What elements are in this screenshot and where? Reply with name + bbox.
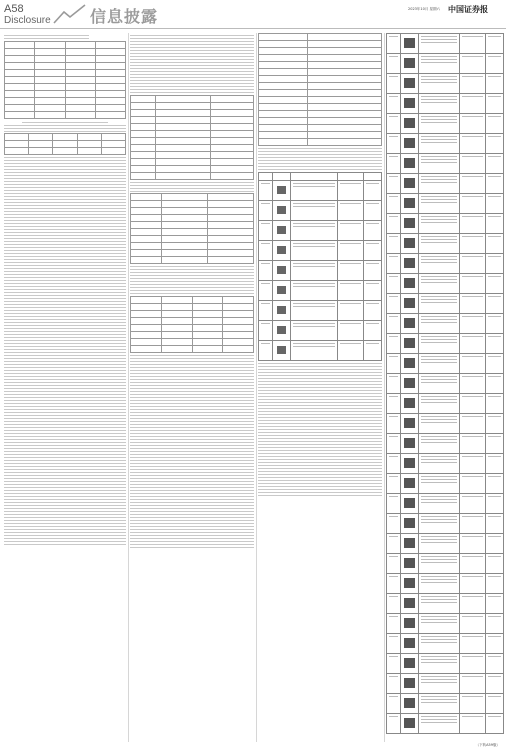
data-table xyxy=(4,133,126,155)
trademark-logo-icon xyxy=(277,286,286,294)
trademark-logo-icon xyxy=(404,218,415,228)
trademark-logo-icon xyxy=(404,258,415,268)
trademark-logo-icon xyxy=(404,118,415,128)
page-header xyxy=(0,0,506,29)
trademark-logo-icon xyxy=(404,418,415,428)
trademark-logo-icon xyxy=(404,238,415,248)
body-text xyxy=(4,157,126,545)
trademark-logo-icon xyxy=(277,186,286,194)
trademark-logo-icon xyxy=(404,98,415,108)
trademark-logo-icon xyxy=(404,298,415,308)
column-divider xyxy=(384,33,385,742)
trademark-logo-icon xyxy=(404,518,415,528)
trademark-logo-icon xyxy=(404,538,415,548)
trademark-logo-icon xyxy=(404,38,415,48)
text-block xyxy=(4,35,126,39)
trademark-table xyxy=(386,33,504,734)
trademark-logo-icon xyxy=(277,326,286,334)
trademark-logo-icon xyxy=(404,558,415,568)
column-divider xyxy=(256,33,257,742)
trademark-logo-icon xyxy=(404,458,415,468)
summary-table xyxy=(4,41,126,119)
trademark-table xyxy=(258,172,382,361)
continued-note: （下转A59版） xyxy=(475,743,500,747)
trademark-logo-icon xyxy=(404,198,415,208)
chart-zigzag-icon xyxy=(52,3,88,25)
page-number: A58 xyxy=(4,3,24,15)
column-3 xyxy=(258,33,382,742)
trademark-logo-icon xyxy=(277,246,286,254)
info-table xyxy=(258,33,382,146)
trademark-logo-icon xyxy=(404,318,415,328)
body-text xyxy=(258,363,382,496)
trademark-logo-icon xyxy=(404,338,415,348)
trademark-logo-icon xyxy=(404,638,415,648)
trademark-logo-icon xyxy=(277,306,286,314)
trademark-logo-icon xyxy=(277,346,286,354)
trademark-logo-icon xyxy=(404,658,415,668)
column-2 xyxy=(130,33,254,742)
trademark-logo-icon xyxy=(404,618,415,628)
newspaper-logo: 中国证券报 xyxy=(448,4,488,14)
trademark-logo-icon xyxy=(404,58,415,68)
text-block xyxy=(4,125,126,132)
trademark-logo-icon xyxy=(404,378,415,388)
section-heading xyxy=(4,122,126,123)
column-divider xyxy=(128,33,129,742)
trademark-logo-icon xyxy=(404,138,415,148)
body-text xyxy=(130,35,254,93)
trademark-logo-icon xyxy=(277,226,286,234)
contact-table xyxy=(130,296,254,353)
trademark-logo-icon xyxy=(404,178,415,188)
trademark-logo-icon xyxy=(404,398,415,408)
trademark-logo-icon xyxy=(404,78,415,88)
section-name-en: Disclosure xyxy=(4,15,51,26)
contact-table xyxy=(130,95,254,180)
trademark-logo-icon xyxy=(404,698,415,708)
trademark-logo-icon xyxy=(404,578,415,588)
body-text xyxy=(130,182,254,192)
column-1 xyxy=(4,33,126,742)
trademark-logo-icon xyxy=(404,438,415,448)
trademark-logo-icon xyxy=(404,598,415,608)
trademark-logo-icon xyxy=(404,678,415,688)
body-text xyxy=(130,355,254,548)
trademark-logo-icon xyxy=(404,158,415,168)
trademark-logo-icon xyxy=(404,718,415,728)
trademark-logo-icon xyxy=(404,358,415,368)
section-name-cn: 信息披露 xyxy=(90,7,159,26)
issue-date: 2023年10月 星期六 xyxy=(408,7,440,11)
body-text xyxy=(258,148,382,170)
body-text xyxy=(130,266,254,294)
column-4 xyxy=(386,33,504,742)
contact-table xyxy=(130,193,254,264)
trademark-logo-icon xyxy=(404,278,415,288)
trademark-logo-icon xyxy=(277,266,286,274)
trademark-logo-icon xyxy=(277,206,286,214)
trademark-logo-icon xyxy=(404,498,415,508)
trademark-logo-icon xyxy=(404,478,415,488)
